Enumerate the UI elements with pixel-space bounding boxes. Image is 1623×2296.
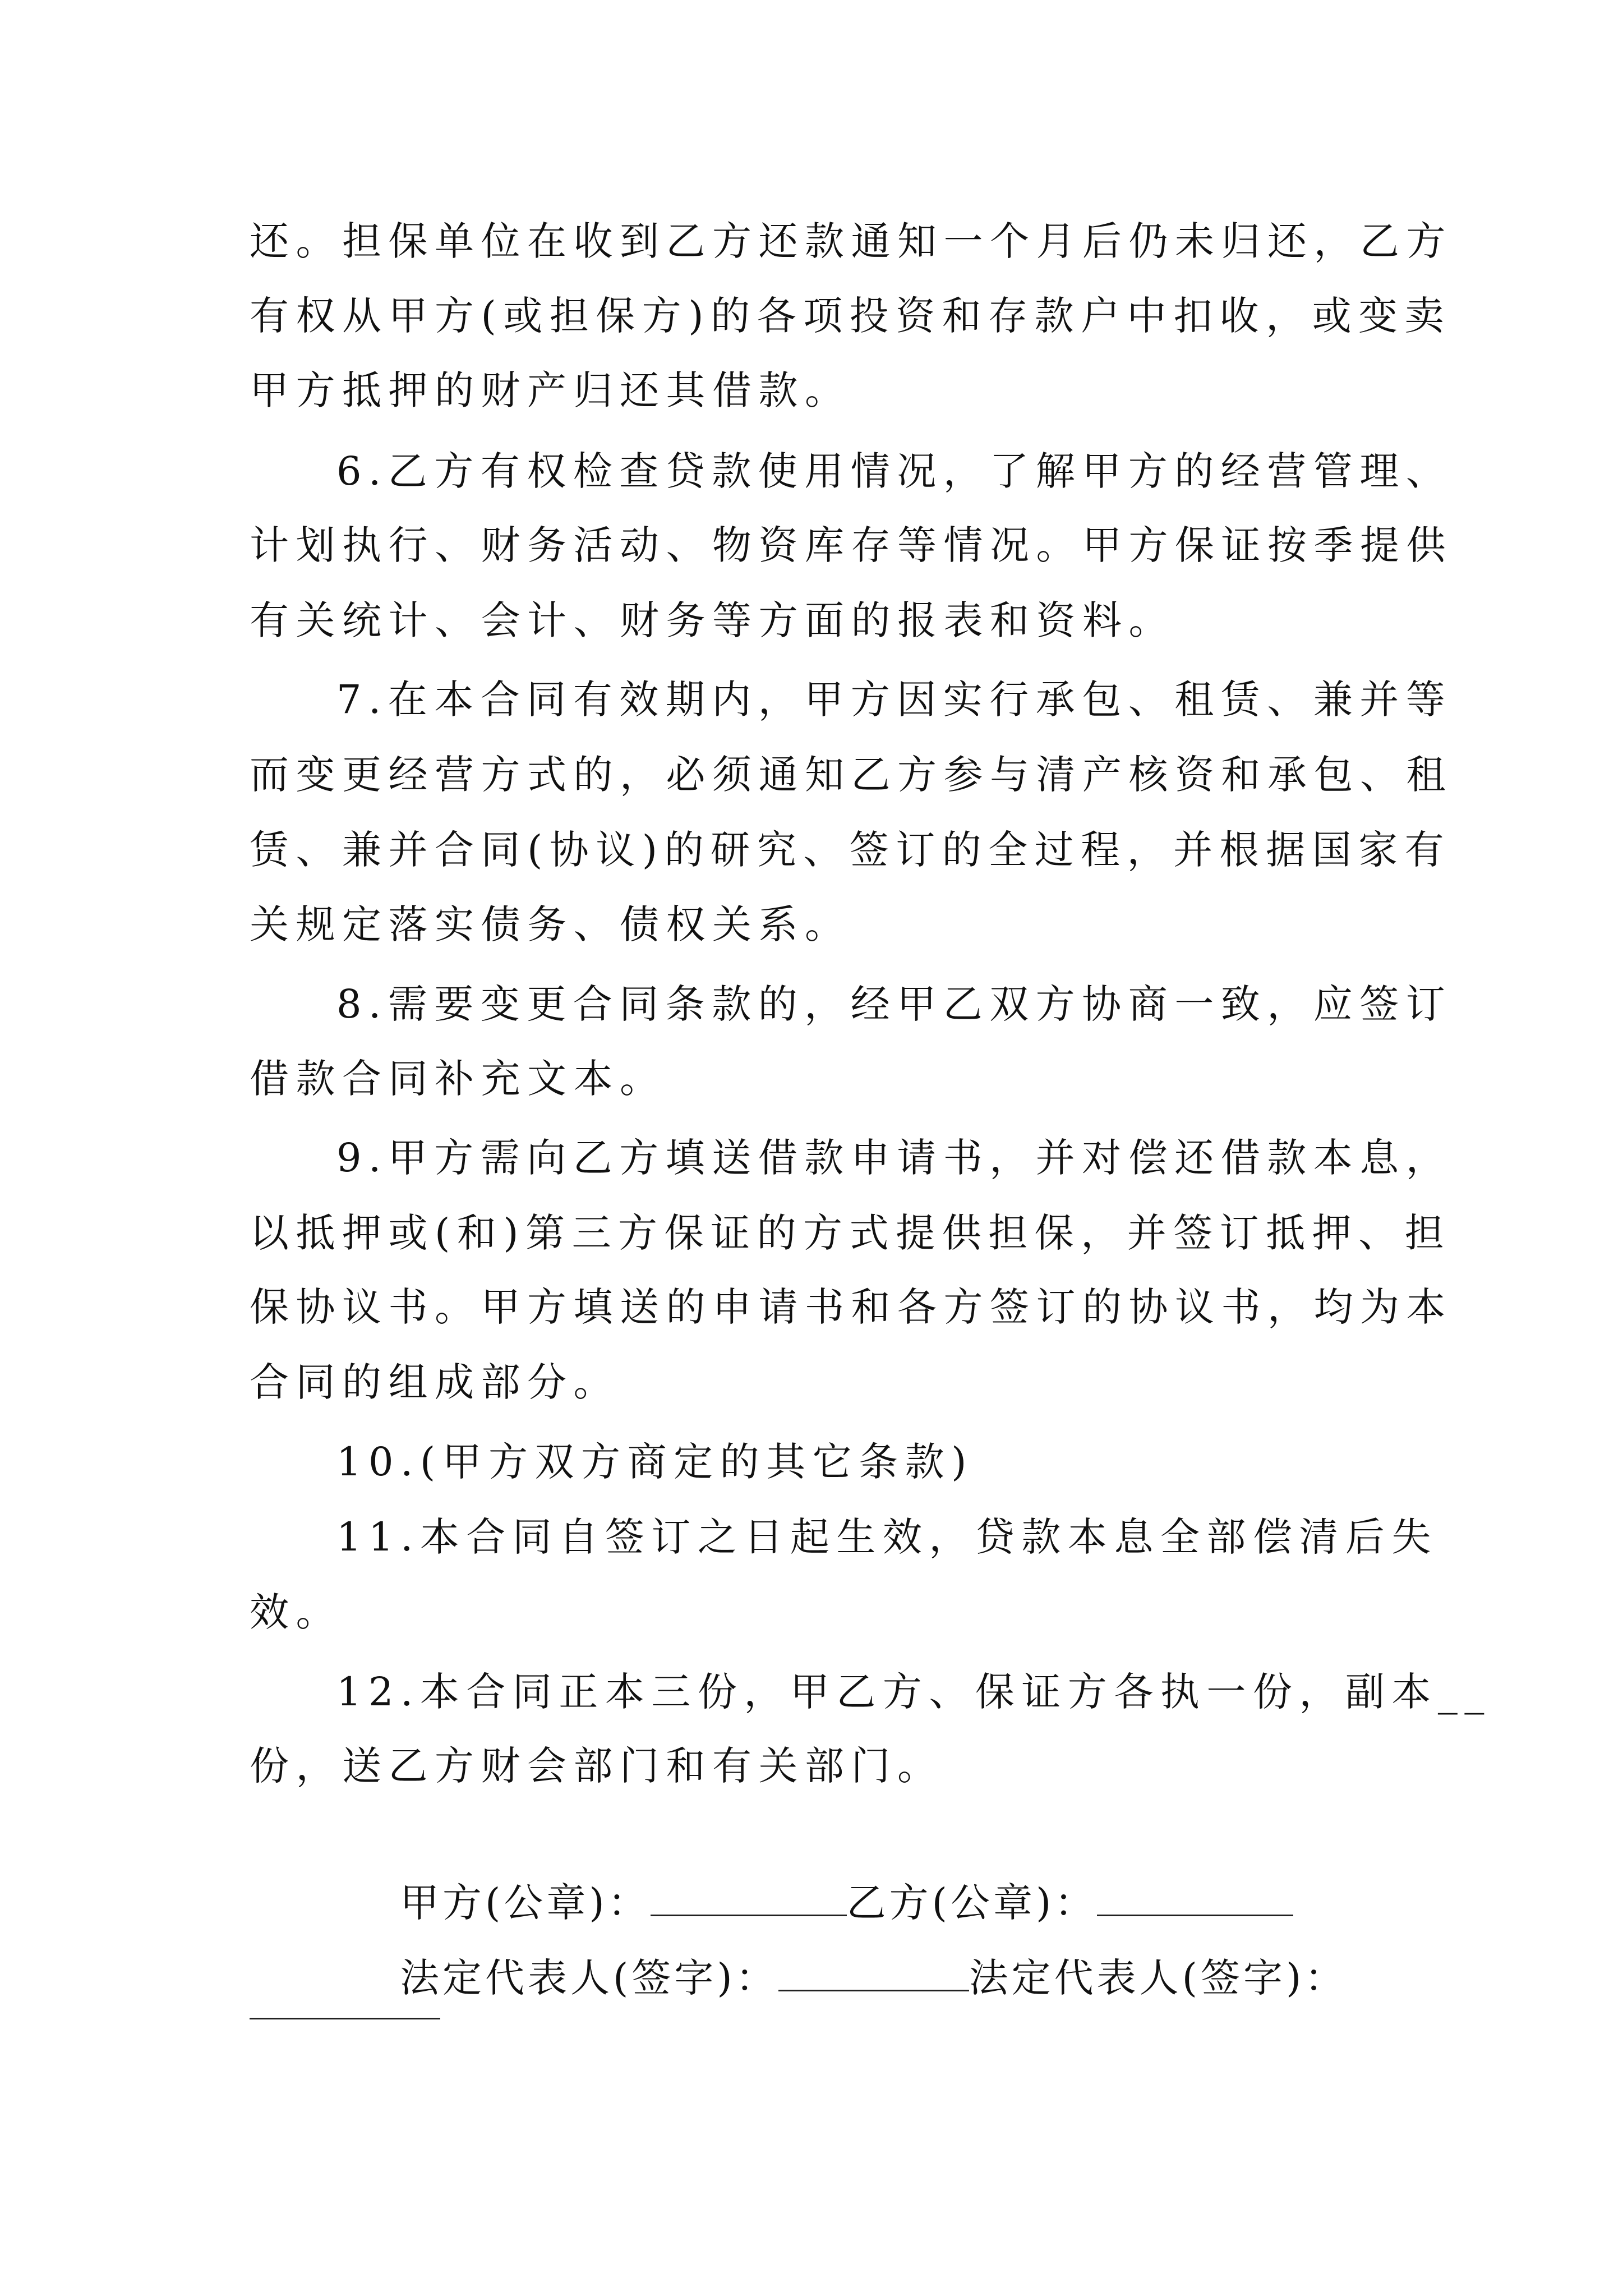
text-line: 计划执行、财务活动、物资库存等情况。甲方保证按季提供	[250, 522, 1453, 568]
rep-b-signature-blank	[250, 2018, 440, 2019]
text-line: 甲方抵押的财产归还其借款。	[250, 367, 851, 413]
text-line: 11.本合同自签订之日起生效，贷款本息全部偿清后失	[336, 1514, 1438, 1560]
text-line: 以抵押或(和)第三方保证的方式提供担保，并签订抵押、担	[250, 1210, 1451, 1256]
text-line: 赁、兼并合同(协议)的研究、签订的全过程，并根据国家有	[250, 827, 1451, 873]
rep-a-signature-label: 法定代表人(签字)：	[400, 1955, 778, 2001]
text-line: 份，送乙方财会部门和有关部门。	[250, 1743, 944, 1789]
party-b-seal-label: 乙方(公章)：	[846, 1880, 1098, 1926]
text-line: 有关统计、会计、财务等方面的报表和资料。	[250, 597, 1175, 643]
text-line: 8.需要变更合同条款的，经甲乙双方协商一致，应签订	[336, 981, 1453, 1027]
text-line: 10.(甲方双方商定的其它条款)	[336, 1439, 974, 1485]
text-line: 还。担保单位在收到乙方还款通知一个月后仍未归还，乙方	[250, 218, 1453, 264]
rep-a-signature-blank	[778, 1990, 969, 1991]
rep-b-signature-label: 法定代表人(签字)：	[969, 1955, 1348, 2001]
text-line: 保协议书。甲方填送的申请书和各方签订的协议书，均为本	[250, 1284, 1453, 1330]
text-line: 效。	[250, 1589, 342, 1635]
text-line: 7.在本合同有效期内，甲方因实行承包、租赁、兼并等	[336, 677, 1453, 723]
text-line: 12.本合同正本三份，甲乙方、保证方各执一份，副本__	[336, 1669, 1491, 1715]
text-line: 9.甲方需向乙方填送借款申请书，并对偿还借款本息，	[336, 1135, 1453, 1181]
signature-rep-row	[336, 1894, 1347, 2062]
text-line: 而变更经营方式的，必须通知乙方参与清产核资和承包、租	[250, 752, 1453, 798]
party-a-seal-label: 甲方(公章)：	[400, 1880, 651, 1926]
text-line: 6.乙方有权检查贷款使用情况，了解甲方的经营管理、	[336, 448, 1453, 494]
text-line: 有权从甲方(或担保方)的各项投资和存款户中扣收，或变卖	[250, 293, 1451, 339]
text-line: 合同的组成部分。	[250, 1359, 620, 1405]
text-line: 关规定落实债务、债权关系。	[250, 901, 851, 947]
text-line: 借款合同补充文本。	[250, 1056, 666, 1102]
